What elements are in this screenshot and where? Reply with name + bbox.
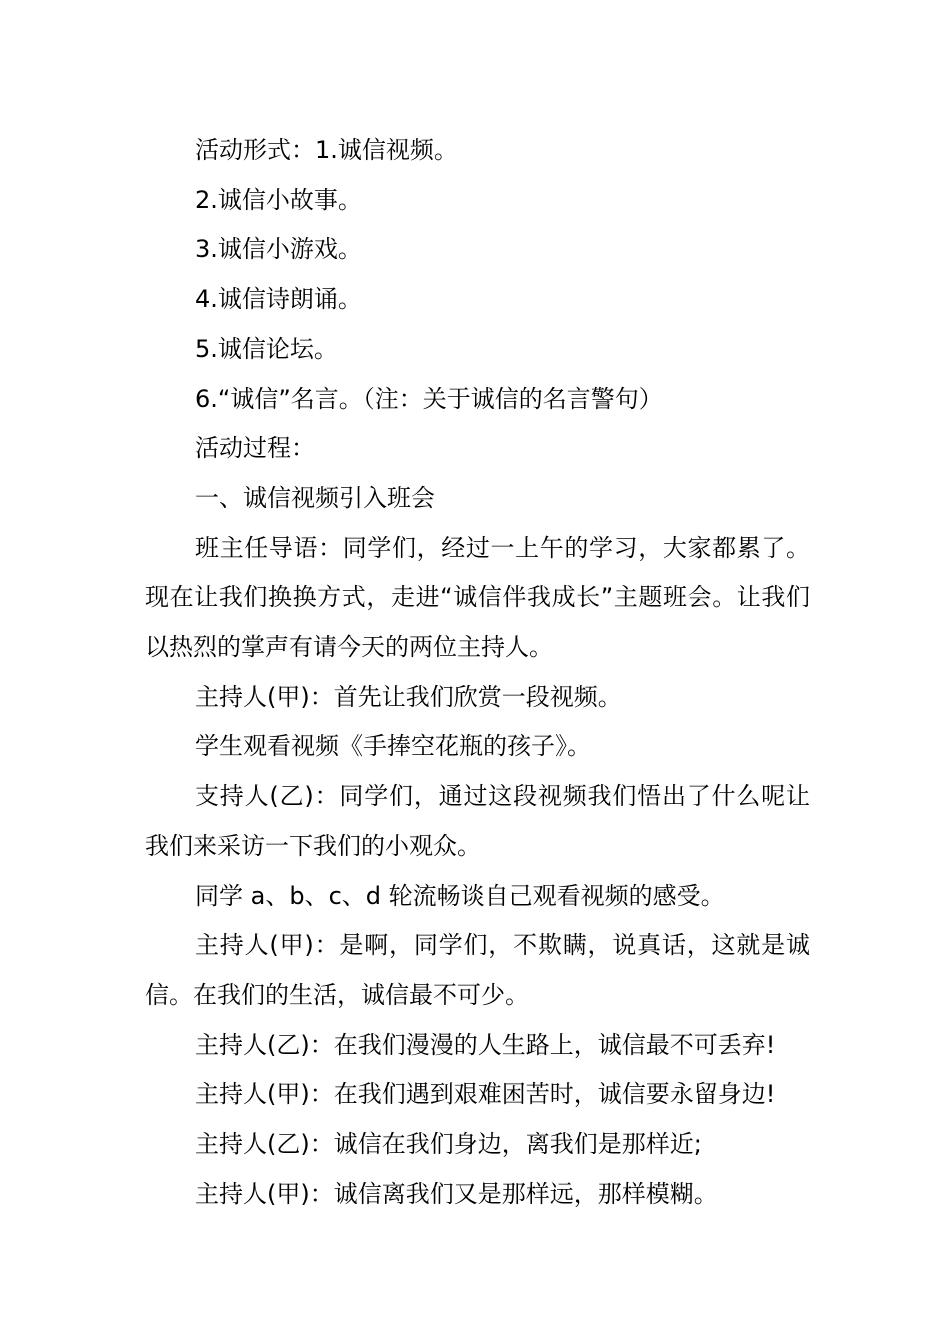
- paragraph-host-b-2: 主持人(乙)：在我们漫漫的人生路上，诚信最不可丢弃!: [195, 1030, 776, 1059]
- paragraph-host-a-1: 主持人(甲)：首先让我们欣赏一段视频。: [195, 682, 622, 711]
- paragraph-host-a-4: 主持人(甲)：诚信离我们又是那样远，那样模糊。: [195, 1179, 718, 1208]
- section-heading-1: 一、诚信视频引入班会: [195, 483, 435, 512]
- paragraph-activity-process: 活动过程：: [195, 434, 315, 463]
- paragraph-activity-form: 活动形式：1.诚信视频。: [195, 136, 458, 164]
- paragraph-host-b-3: 主持人(乙)：诚信在我们身边，离我们是那样近;: [195, 1130, 702, 1159]
- document-body: [145, 126, 810, 1219]
- paragraph-host-b-1: 支持人(乙)：同学们，通过这段视频我们悟出了什么呢让我们来采访一下我们的小观众。: [145, 782, 810, 860]
- paragraph-item-4: 4.诚信诗朗诵。: [195, 285, 362, 314]
- paragraph-students-share: 同学 a、b、c、d 轮流畅谈自己观看视频的感受。: [195, 881, 725, 910]
- paragraph-item-2: 2.诚信小故事。: [195, 185, 362, 214]
- paragraph-item-6: 6.“诚信”名言。（注：关于诚信的名言警句）: [195, 384, 663, 413]
- paragraph-host-a-2: 主持人(甲)：是啊，同学们，不欺瞒，说真话，这就是诚信。在我们的生活，诚信最不可少。: [145, 931, 810, 1009]
- paragraph-item-3: 3.诚信小游戏。: [195, 235, 362, 264]
- paragraph-teacher-intro: 班主任导语：同学们，经过一上午的学习，大家都累了。现在让我们换换方式，走进“诚信伴我成长”主题班会。让我们以热烈的掌声有请今天的两位主持人。: [145, 533, 810, 662]
- paragraph-item-5: 5.诚信论坛。: [195, 334, 338, 363]
- paragraph-watch-video: 学生观看视频《手捧空花瓶的孩子》。: [195, 732, 591, 761]
- paragraph-host-a-3: 主持人(甲)：在我们遇到艰难困苦时，诚信要永留身边!: [195, 1080, 776, 1109]
